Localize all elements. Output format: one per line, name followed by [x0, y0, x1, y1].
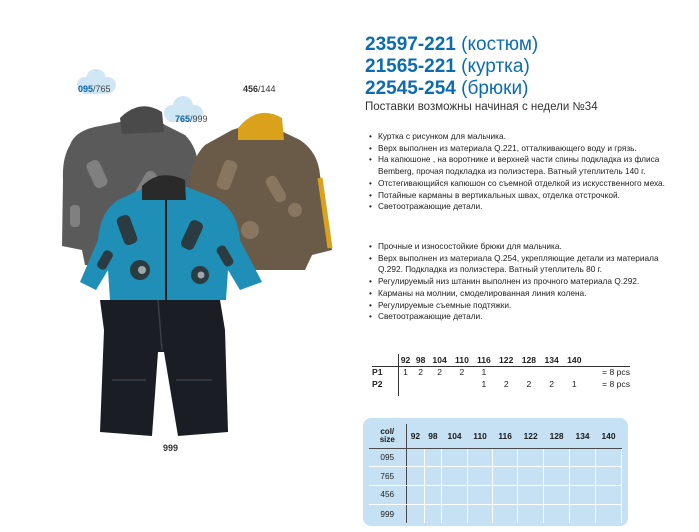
size-header: 140: [563, 354, 586, 366]
order-cell[interactable]: [424, 448, 441, 467]
table-cell: 1: [571, 379, 577, 389]
order-cell[interactable]: [570, 467, 596, 486]
order-cell[interactable]: [493, 504, 518, 523]
size-header: 122: [495, 354, 518, 366]
table-row: [372, 378, 630, 390]
table-row: [369, 448, 622, 467]
order-cell[interactable]: [424, 504, 441, 523]
order-cell[interactable]: [468, 467, 493, 486]
order-cell[interactable]: [442, 467, 468, 486]
order-cell[interactable]: [442, 448, 468, 467]
order-cell[interactable]: [493, 486, 518, 505]
order-cell[interactable]: [544, 486, 570, 505]
order-cell[interactable]: [518, 448, 544, 467]
order-cell[interactable]: [596, 486, 622, 505]
list-item: • Светоотражающие детали.: [369, 201, 694, 213]
table-cell: [451, 378, 473, 390]
table-cell: 1: [481, 379, 487, 389]
delivery-note: Поставки возможны начиная с недели №34: [365, 101, 598, 113]
order-cell[interactable]: [424, 486, 441, 505]
size-header: 92: [406, 424, 424, 448]
order-cell[interactable]: [493, 467, 518, 486]
size-header: 122: [518, 424, 544, 448]
table-row: [369, 504, 622, 523]
order-cell[interactable]: [468, 448, 493, 467]
order-cell[interactable]: [518, 504, 544, 523]
size-header: 110: [468, 424, 493, 448]
size-header: 104: [428, 354, 451, 366]
order-cell[interactable]: [544, 467, 570, 486]
order-cell[interactable]: [518, 486, 544, 505]
table-cell: 1: [481, 367, 487, 378]
table-cell: 2: [549, 379, 554, 389]
order-cell[interactable]: [570, 448, 596, 467]
table-cell: 2: [459, 367, 465, 378]
table-cell: [518, 366, 541, 378]
table-cell: [398, 378, 413, 390]
article-title: 22545-254 (брюки): [365, 78, 529, 99]
table-header-row: [372, 354, 630, 366]
table-cell: [563, 366, 586, 378]
table-row: [369, 467, 622, 486]
table-cell: 2: [503, 379, 509, 389]
table-cell: 2: [437, 367, 442, 378]
table-cell: [428, 378, 451, 390]
order-cell[interactable]: [544, 504, 570, 523]
order-cell[interactable]: [518, 467, 544, 486]
order-cell[interactable]: [596, 448, 622, 467]
order-cell[interactable]: [493, 448, 518, 467]
list-item: • Верх выполнен из материала Q.221, отталкивающего воду и грязь.: [369, 143, 694, 155]
order-cell[interactable]: [544, 448, 570, 467]
size-header: 116: [493, 424, 518, 448]
pack-label: P2: [372, 379, 383, 389]
pack-assortment-table: [372, 354, 630, 390]
table-cell: [495, 366, 518, 378]
order-cell[interactable]: [468, 504, 493, 523]
order-grid: [363, 418, 628, 526]
size-header: 116: [473, 354, 495, 366]
order-cell[interactable]: [570, 486, 596, 505]
size-header: 98: [413, 354, 428, 366]
list-item: • Куртка с рисунком для мальчика.: [369, 131, 694, 143]
size-header: 110: [451, 354, 473, 366]
list-item: • Отстегивающийся капюшон со съемной отделкой из искусственного меха.: [369, 178, 694, 190]
order-cell[interactable]: [406, 448, 424, 467]
size-header: 104: [442, 424, 468, 448]
size-header: 92: [398, 354, 413, 366]
color-code-label: 095/765: [78, 84, 111, 94]
list-item: • Регулируемый низ штанин выполнен из прочного материала Q.292.: [369, 276, 694, 288]
size-header: 134: [540, 354, 563, 366]
pack-total: = 8 pcs: [602, 367, 630, 378]
size-header: 128: [518, 354, 541, 366]
table-cell: [413, 378, 428, 390]
order-cell[interactable]: [596, 504, 622, 523]
order-cell[interactable]: [406, 486, 424, 505]
size-header: 98: [424, 424, 441, 448]
table-cell: 1: [403, 367, 408, 378]
order-cell[interactable]: [442, 504, 468, 523]
order-table: [369, 424, 622, 523]
list-item: • Светоотражающие детали.: [369, 311, 694, 323]
order-cell[interactable]: [406, 467, 424, 486]
color-code-label: 456/144: [243, 84, 276, 94]
table-header-row: [369, 424, 622, 448]
article-titles: [365, 34, 538, 100]
list-item-continuation: Q.292. Подкладка из полиэстера. Ватный утеплитель 80 г.: [378, 264, 602, 275]
size-header: 140: [596, 424, 622, 448]
order-cell[interactable]: [406, 504, 424, 523]
color-code: 095: [369, 448, 406, 467]
table-cell: 2: [526, 379, 532, 389]
size-header: 128: [544, 424, 570, 448]
pants-features: [369, 241, 694, 323]
color-code-label: 999: [163, 443, 179, 453]
color-code: 765: [369, 467, 406, 486]
color-code-label: 765/999: [175, 114, 208, 124]
pack-label: P1: [372, 367, 383, 378]
color-code: 999: [369, 504, 406, 523]
list-item: • На капюшоне , на воротнике и верхней части спины подкладка из флиса: [369, 154, 694, 166]
article-title: 21565-221 (куртка): [365, 56, 530, 77]
order-cell[interactable]: [442, 486, 468, 505]
size-header: 134: [570, 424, 596, 448]
table-divider: [398, 354, 399, 396]
order-cell[interactable]: [424, 467, 441, 486]
order-cell[interactable]: [596, 467, 622, 486]
list-item: • Карманы на молнии, смоделированная линия колена.: [369, 288, 694, 300]
table-cell: 2: [418, 367, 424, 378]
list-item: • Верх выполнен из материала Q.254, укрепляющие детали из материала: [369, 253, 694, 265]
list-item: • Потайные карманы в вертикальных швах, отделка отстрочкой.: [369, 190, 694, 202]
color-code: 456: [369, 486, 406, 505]
list-item: • Регулируемые съемные подтяжки.: [369, 300, 694, 312]
order-cell[interactable]: [468, 486, 493, 505]
table-row: [369, 486, 622, 505]
pack-total: = 8 pcs: [602, 379, 630, 389]
jacket-features: [369, 131, 694, 213]
order-cell[interactable]: [570, 504, 596, 523]
list-item: • Прочные и износостойкие брюки для мальчика.: [369, 241, 694, 253]
article-title: 23597-221 (костюм): [365, 34, 539, 55]
list-item-continuation: Bemberg, прочая подкладка из полиэстера. Ватный утеплитель 140 г.: [378, 166, 646, 177]
table-cell: [540, 366, 563, 378]
table-row: [372, 366, 630, 378]
corner-header: col/ size: [369, 424, 406, 448]
